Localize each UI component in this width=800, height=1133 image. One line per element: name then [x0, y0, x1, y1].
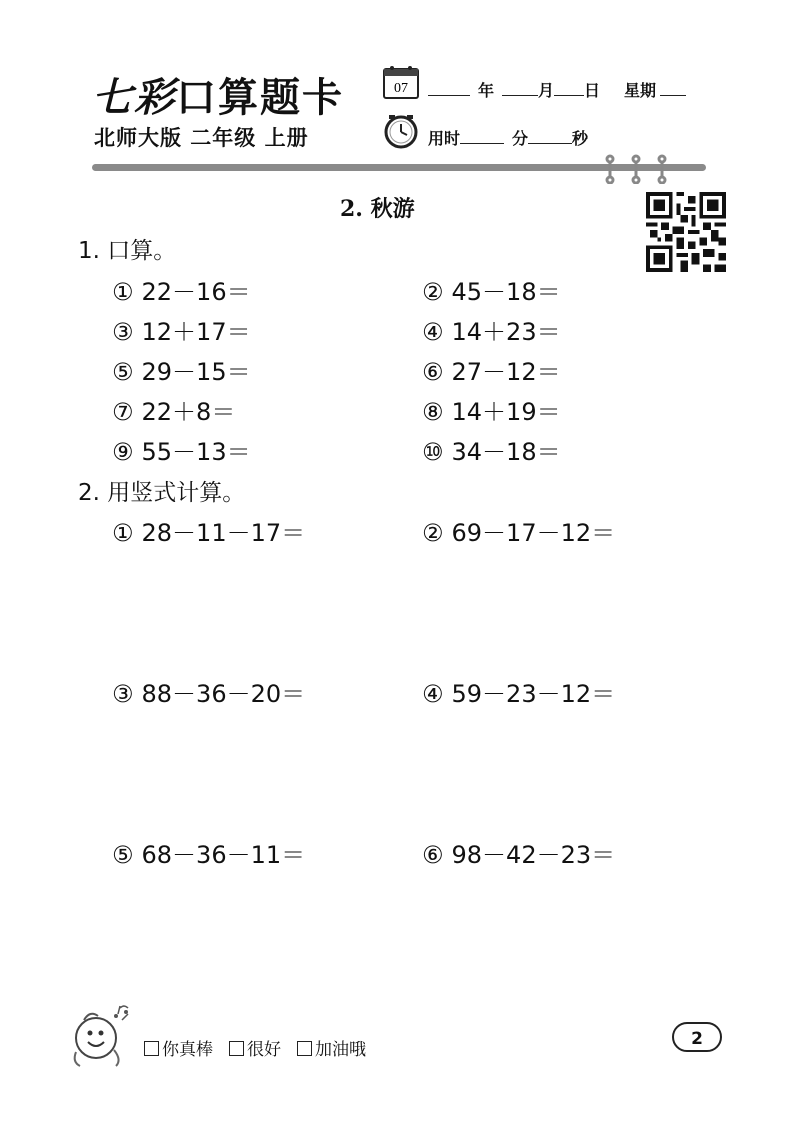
item-expression: 59－23－12＝: [451, 680, 616, 708]
checkbox-icon[interactable]: [297, 1041, 312, 1056]
oral-item-2: [422, 272, 561, 307]
item-expression: 98－42－23＝: [451, 841, 616, 869]
month-blank[interactable]: [502, 81, 538, 96]
month-label: 月: [538, 81, 555, 100]
minute-label: 分: [512, 129, 529, 148]
section1-heading: 1. 口算。: [78, 238, 177, 264]
day-blank[interactable]: [554, 81, 584, 96]
calendar-day: 07: [394, 81, 408, 96]
oral-item-9: [112, 432, 251, 467]
item-expression: 68－36－11＝: [141, 841, 306, 869]
section2-heading: 2. 用竖式计算。: [78, 480, 246, 506]
rating-label: 加油哦: [315, 1040, 366, 1060]
qr-code-icon[interactable]: [646, 192, 726, 272]
binder-rings-icon: [600, 154, 680, 184]
item-number: ④: [422, 680, 444, 708]
oral-item-8: [422, 392, 561, 427]
item-number: ⑦: [112, 398, 134, 426]
vertical-item-3: [112, 674, 305, 709]
edition-label: 北师大版 二年级 上册: [94, 126, 309, 150]
second-label: 秒: [572, 129, 589, 148]
self-rating: [144, 1035, 382, 1060]
calendar-icon: [382, 64, 420, 100]
item-expression: 27－12＝: [451, 358, 561, 386]
rating-label: 你真棒: [162, 1040, 213, 1060]
item-number: ②: [422, 519, 444, 547]
item-number: ④: [422, 318, 444, 346]
checkbox-icon[interactable]: [229, 1041, 244, 1056]
day-label: 日: [584, 81, 601, 100]
weekday-blank[interactable]: [660, 81, 686, 96]
time-label: 用时: [428, 129, 461, 148]
item-number: ⑤: [112, 358, 134, 386]
item-expression: 29－15＝: [141, 358, 251, 386]
item-number: ⑨: [112, 438, 134, 466]
date-line: [428, 78, 686, 101]
oral-item-4: [422, 312, 561, 347]
item-number: ③: [112, 680, 134, 708]
weekday-label: 星期: [624, 81, 657, 100]
item-number: ①: [112, 278, 134, 306]
mascot-icon: [70, 1002, 136, 1070]
item-expression: 88－36－20＝: [141, 680, 306, 708]
minute-blank[interactable]: [460, 129, 504, 144]
item-expression: 22＋8＝: [141, 398, 236, 426]
clock-icon: [383, 113, 419, 149]
oral-item-1: [112, 272, 251, 307]
item-number: ⑥: [422, 841, 444, 869]
brand-part1: 七彩: [92, 74, 176, 121]
item-expression: 12＋17＝: [141, 318, 251, 346]
vertical-item-4: [422, 674, 615, 709]
item-expression: 45－18＝: [451, 278, 561, 306]
checkbox-icon[interactable]: [144, 1041, 159, 1056]
brand-title: [92, 66, 344, 123]
vertical-item-1: [112, 513, 305, 548]
oral-item-10: [422, 432, 561, 467]
item-expression: 55－13＝: [141, 438, 251, 466]
oral-item-6: [422, 352, 561, 387]
item-expression: 34－18＝: [451, 438, 561, 466]
second-blank[interactable]: [528, 129, 572, 144]
time-line: [428, 126, 588, 149]
oral-item-7: [112, 392, 235, 427]
item-number: ⑥: [422, 358, 444, 386]
brand-part2: 口算题卡: [176, 74, 344, 121]
rating-option-2[interactable]: [229, 1040, 281, 1060]
year-label: 年: [478, 81, 495, 100]
lesson-title: 2. 秋游: [340, 196, 415, 222]
item-expression: 22－16＝: [141, 278, 251, 306]
item-expression: 69－17－12＝: [451, 519, 616, 547]
item-number: ⑤: [112, 841, 134, 869]
item-expression: 28－11－17＝: [141, 519, 306, 547]
page-number: 2: [672, 1022, 722, 1052]
rating-label: 很好: [247, 1040, 281, 1060]
year-blank[interactable]: [428, 81, 470, 96]
item-number: ②: [422, 278, 444, 306]
item-expression: 14＋23＝: [451, 318, 561, 346]
item-expression: 14＋19＝: [451, 398, 561, 426]
rating-option-1[interactable]: [144, 1040, 213, 1060]
item-number: ⑩: [422, 438, 444, 466]
vertical-item-5: [112, 835, 305, 870]
rating-option-3[interactable]: [297, 1040, 366, 1060]
vertical-item-6: [422, 835, 615, 870]
oral-item-3: [112, 312, 251, 347]
vertical-item-2: [422, 513, 615, 548]
item-number: ⑧: [422, 398, 444, 426]
oral-item-5: [112, 352, 251, 387]
item-number: ③: [112, 318, 134, 346]
item-number: ①: [112, 519, 134, 547]
